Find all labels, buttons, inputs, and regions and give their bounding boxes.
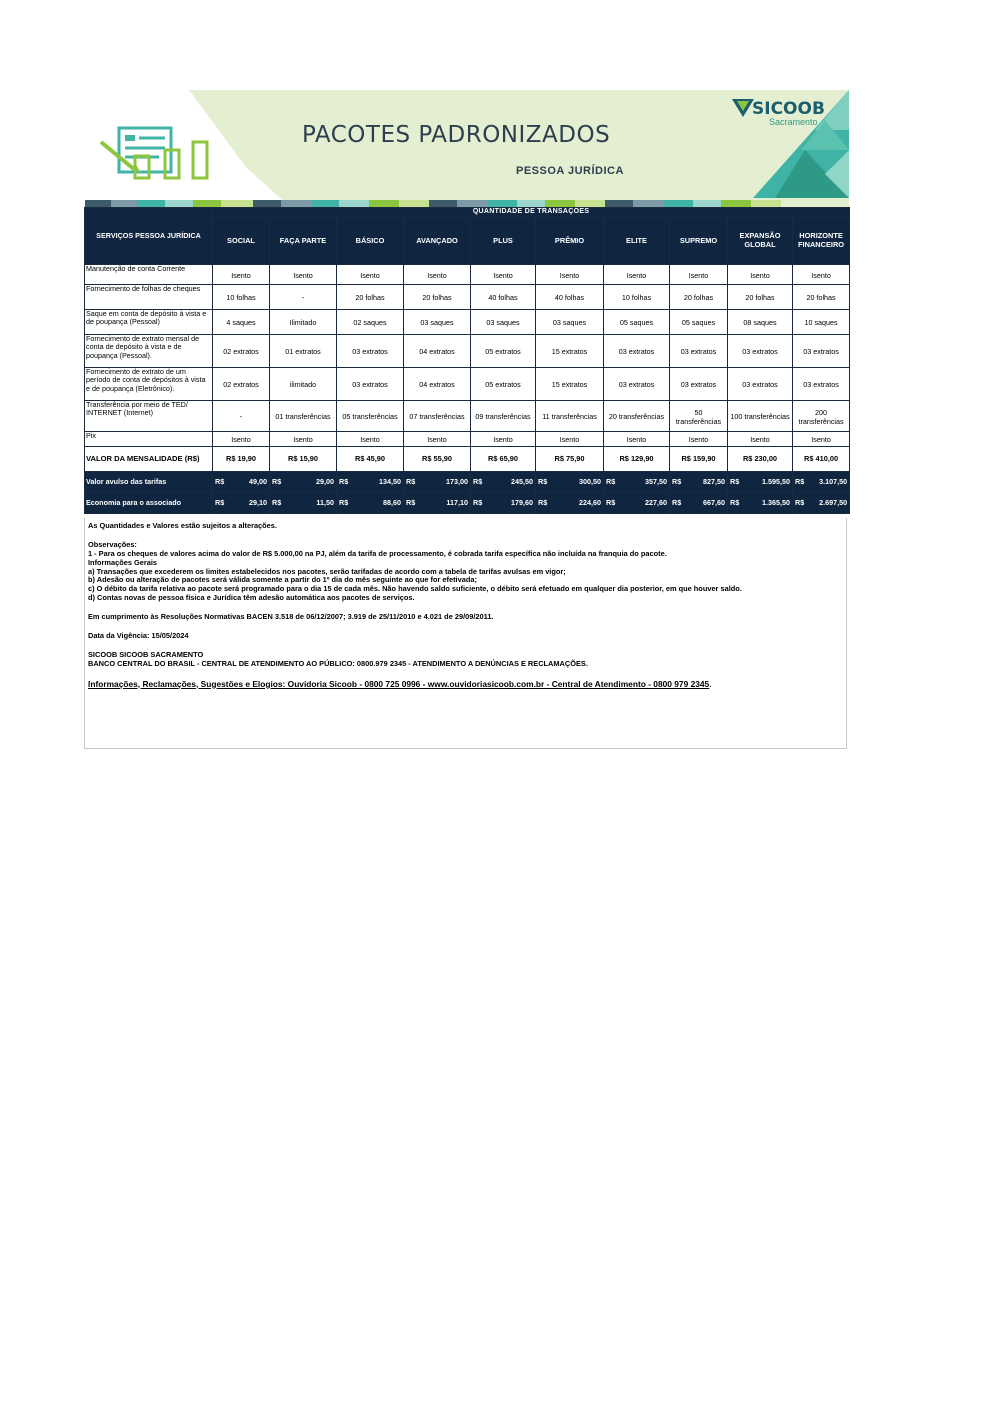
table-cell: ilimitado bbox=[270, 368, 337, 401]
amount: 29,00 bbox=[316, 476, 334, 486]
service-name: Transferência por meio de TED/ INTERNET (Internet) bbox=[85, 401, 213, 432]
table-cell: 10 folhas bbox=[213, 285, 270, 310]
compliance-text: Em cumprimento às Resoluções Normativas BACEN 3.518 de 06/12/2007; 3.919 de 25/11/2010 e 4.021 de 29/09/2011. bbox=[88, 612, 494, 621]
currency-symbol: R$ bbox=[795, 476, 805, 486]
table-cell: 11 transferências bbox=[536, 401, 604, 432]
table-cell: 03 extratos bbox=[337, 335, 404, 368]
monthly-fee-value: R$ 75,90 bbox=[536, 447, 604, 472]
table-cell: 02 extratos bbox=[213, 335, 270, 368]
separate-fees-row bbox=[85, 472, 850, 493]
note-item-c: c) O débito da tarifa relativa ao pacote será programado para o dia 15 de cada mês. Não havendo saldo suficiente, o débito será efetuado em qualquer dia posterior, em que houver saldo. bbox=[88, 584, 742, 594]
package-header: ELITE bbox=[604, 218, 670, 265]
amount: 88,60 bbox=[383, 497, 401, 507]
table-row bbox=[85, 368, 850, 401]
monthly-fee-value: R$ 15,90 bbox=[270, 447, 337, 472]
monthly-fee-row bbox=[85, 447, 850, 472]
quantity-header: QUANTIDADE DE TRANSAÇÕES bbox=[213, 208, 850, 218]
table-cell: 200 transferências bbox=[793, 401, 850, 432]
logo-name: SICOOB bbox=[752, 99, 825, 119]
currency-symbol: R$ bbox=[473, 497, 483, 507]
table-cell: 05 extratos bbox=[471, 335, 536, 368]
table-cell: 05 saques bbox=[670, 310, 728, 335]
table-cell: 03 saques bbox=[404, 310, 471, 335]
monthly-fee-label: VALOR DA MENSALIDADE (R$) bbox=[85, 447, 213, 472]
package-header: SUPREMO bbox=[670, 218, 728, 265]
amount: 2.697,50 bbox=[819, 497, 848, 507]
package-header: FAÇA PARTE bbox=[270, 218, 337, 265]
amount: 300,50 bbox=[579, 476, 601, 486]
table-body bbox=[85, 265, 850, 514]
table-cell: Isento bbox=[604, 432, 670, 447]
table-cell: Isento bbox=[670, 432, 728, 447]
table-row bbox=[85, 335, 850, 368]
currency-symbol: R$ bbox=[795, 497, 805, 507]
table-cell: Isento bbox=[793, 265, 850, 285]
monthly-fee-value: R$ 129,90 bbox=[604, 447, 670, 472]
table-cell: 03 saques bbox=[471, 310, 536, 335]
amount: 179,60 bbox=[511, 497, 533, 507]
table-cell: 05 extratos bbox=[471, 368, 536, 401]
savings-row bbox=[85, 493, 850, 514]
currency-symbol: R$ bbox=[606, 497, 616, 507]
table-cell: 03 extratos bbox=[728, 368, 793, 401]
currency-symbol: R$ bbox=[672, 497, 682, 507]
separate-fees-value bbox=[604, 472, 670, 493]
table-cell: 20 folhas bbox=[670, 285, 728, 310]
table-cell: 100 transferências bbox=[728, 401, 793, 432]
table-cell: Isento bbox=[404, 432, 471, 447]
savings-value bbox=[337, 493, 404, 514]
service-name: Saque em conta de depósito à vista e de poupança (Pessoal) bbox=[85, 310, 213, 335]
central-bank-info: BANCO CENTRAL DO BRASIL - CENTRAL DE ATENDIMENTO AO PÚBLICO: 0800.979 2345 - ATENDIMENTO A DENÚNCIAS E RECLAMAÇÕES. bbox=[88, 658, 588, 668]
table-cell: Isento bbox=[270, 432, 337, 447]
table-cell: Isento bbox=[471, 265, 536, 285]
amount: 173,00 bbox=[446, 476, 468, 486]
page-title: PACOTES PADRONIZADOS bbox=[302, 122, 611, 148]
table-cell: 03 extratos bbox=[670, 335, 728, 368]
package-header: PLUS bbox=[471, 218, 536, 265]
table-cell: 4 saques bbox=[213, 310, 270, 335]
table-cell: 02 saques bbox=[337, 310, 404, 335]
table-cell: Isento bbox=[793, 432, 850, 447]
table-row bbox=[85, 432, 850, 447]
table-cell: 40 folhas bbox=[536, 285, 604, 310]
note-item-b: b) Adesão ou alteração de pacotes será válida somente a partir do 1º dia do mês seguinte ao que for efetivada; bbox=[88, 575, 477, 585]
table-cell: 03 extratos bbox=[604, 368, 670, 401]
table-row bbox=[85, 401, 850, 432]
table-cell: 10 saques bbox=[793, 310, 850, 335]
table-cell: 03 extratos bbox=[793, 335, 850, 368]
currency-symbol: R$ bbox=[406, 497, 416, 507]
savings-label: Economia para o associado bbox=[85, 493, 213, 514]
table-cell: Isento bbox=[270, 265, 337, 285]
table-cell: 40 folhas bbox=[471, 285, 536, 310]
table-cell: Isento bbox=[604, 265, 670, 285]
currency-symbol: R$ bbox=[215, 497, 225, 507]
amount: 29,10 bbox=[249, 497, 267, 507]
service-column-header: SERVIÇOS PESSOA JURÍDICA bbox=[85, 208, 213, 265]
service-name: Manutenção de conta Corrente bbox=[85, 265, 213, 285]
currency-symbol: R$ bbox=[406, 476, 416, 486]
amount: 227,60 bbox=[645, 497, 667, 507]
savings-value bbox=[728, 493, 793, 514]
package-header: SOCIAL bbox=[213, 218, 270, 265]
savings-value bbox=[793, 493, 850, 514]
table-cell: Isento bbox=[536, 432, 604, 447]
table-cell: 05 saques bbox=[604, 310, 670, 335]
separate-fees-value bbox=[728, 472, 793, 493]
table-cell: 20 folhas bbox=[337, 285, 404, 310]
currency-symbol: R$ bbox=[272, 497, 282, 507]
table-cell: - bbox=[213, 401, 270, 432]
table-cell: Ilimitado bbox=[270, 310, 337, 335]
table-cell: 03 extratos bbox=[728, 335, 793, 368]
table-cell: 02 extratos bbox=[213, 368, 270, 401]
table-cell: Isento bbox=[404, 265, 471, 285]
table-cell: 15 extratos bbox=[536, 335, 604, 368]
table-cell: 01 transferências bbox=[270, 401, 337, 432]
table-cell: 07 transferências bbox=[404, 401, 471, 432]
amount: 1.365,50 bbox=[762, 497, 790, 507]
package-header: HORIZONTE FINANCEIRO bbox=[793, 218, 850, 265]
savings-value bbox=[604, 493, 670, 514]
amount: 245,50 bbox=[511, 476, 533, 486]
table-cell: Isento bbox=[213, 432, 270, 447]
monthly-fee-value: R$ 65,90 bbox=[471, 447, 536, 472]
savings-value bbox=[213, 493, 270, 514]
table-row bbox=[85, 310, 850, 335]
table-cell: Isento bbox=[728, 265, 793, 285]
table-cell: 01 extratos bbox=[270, 335, 337, 368]
table-cell: 04 extratos bbox=[404, 335, 471, 368]
service-name: Fornecimento de folhas de cheques bbox=[85, 285, 213, 310]
savings-value bbox=[471, 493, 536, 514]
currency-symbol: R$ bbox=[473, 476, 483, 486]
table-cell: 03 saques bbox=[536, 310, 604, 335]
disclaimer: As Quantidades e Valores estão sujeitos a alterações. bbox=[88, 521, 277, 530]
monthly-fee-value: R$ 159,90 bbox=[670, 447, 728, 472]
service-name: Fornecimento de extrato de um período de conta de depósitos à vista e de poupança (Eletrônico). bbox=[85, 368, 213, 401]
table-cell: Isento bbox=[536, 265, 604, 285]
table-cell: 10 folhas bbox=[604, 285, 670, 310]
table-cell: Isento bbox=[728, 432, 793, 447]
monthly-fee-value: R$ 45,90 bbox=[337, 447, 404, 472]
separate-fees-value bbox=[536, 472, 604, 493]
table-cell: Isento bbox=[337, 265, 404, 285]
table-cell: 20 folhas bbox=[404, 285, 471, 310]
ombudsman-link[interactable]: Informações, Reclamações, Sugestões e Elogios: Ouvidoria Sicoob - 0800 725 0996 - www.ouvidoriasicoob.com.br - Central de Atendimento - 0800 979 2345 bbox=[88, 678, 710, 689]
monthly-fee-value: R$ 410,00 bbox=[793, 447, 850, 472]
amount: 224,60 bbox=[579, 497, 601, 507]
separate-fees-label: Valor avulso das tarifas bbox=[85, 472, 213, 493]
currency-symbol: R$ bbox=[538, 497, 548, 507]
amount: 1.595,50 bbox=[762, 476, 790, 486]
table-cell: Isento bbox=[213, 265, 270, 285]
note-item-d: d) Contas novas de pessoa física e Jurídica têm adesão automática aos pacotes de serviços. bbox=[88, 593, 415, 603]
currency-symbol: R$ bbox=[339, 476, 349, 486]
package-header: PRÊMIO bbox=[536, 218, 604, 265]
currency-symbol: R$ bbox=[672, 476, 682, 486]
table-cell: 09 transferências bbox=[471, 401, 536, 432]
table-cell: 03 extratos bbox=[793, 368, 850, 401]
logo-sub: Sacramento bbox=[769, 117, 818, 127]
service-name: Fornecimento de extrato mensal de conta de depósito à vista e de poupança (Pessoal). bbox=[85, 335, 213, 368]
savings-value bbox=[670, 493, 728, 514]
package-header: BÁSICO bbox=[337, 218, 404, 265]
currency-symbol: R$ bbox=[339, 497, 349, 507]
observations-title: Observações: bbox=[88, 539, 137, 549]
amount: 357,50 bbox=[645, 476, 667, 486]
currency-symbol: R$ bbox=[730, 497, 740, 507]
separate-fees-value bbox=[213, 472, 270, 493]
savings-value bbox=[404, 493, 471, 514]
table-cell: 20 folhas bbox=[728, 285, 793, 310]
table-cell: 50 transferências bbox=[670, 401, 728, 432]
table-cell: Isento bbox=[670, 265, 728, 285]
amount: 667,60 bbox=[703, 497, 725, 507]
service-name: Pix bbox=[85, 432, 213, 447]
table-cell: 05 transferências bbox=[337, 401, 404, 432]
separate-fees-value bbox=[471, 472, 536, 493]
currency-symbol: R$ bbox=[538, 476, 548, 486]
cooperative-name: SICOOB SICOOB SACRAMENTO bbox=[88, 649, 204, 659]
separate-fees-value bbox=[670, 472, 728, 493]
package-header: EXPANSÃO GLOBAL bbox=[728, 218, 793, 265]
table-cell: - bbox=[270, 285, 337, 310]
table-cell: 04 extratos bbox=[404, 368, 471, 401]
amount: 827,50 bbox=[703, 476, 725, 486]
page-subtitle: PESSOA JURÍDICA bbox=[516, 165, 624, 177]
table-cell: Isento bbox=[471, 432, 536, 447]
savings-value bbox=[270, 493, 337, 514]
monthly-fee-value: R$ 230,00 bbox=[728, 447, 793, 472]
table-cell: 15 extratos bbox=[536, 368, 604, 401]
amount: 3.107,50 bbox=[819, 476, 848, 486]
monthly-fee-value: R$ 19,90 bbox=[213, 447, 270, 472]
amount: 117,10 bbox=[446, 497, 468, 507]
sicoob-logo-icon bbox=[732, 99, 754, 124]
table-cell: 03 extratos bbox=[337, 368, 404, 401]
table-cell: 20 folhas bbox=[793, 285, 850, 310]
separate-fees-value bbox=[270, 472, 337, 493]
separate-fees-value bbox=[337, 472, 404, 493]
amount: 49,00 bbox=[249, 476, 267, 486]
table-row bbox=[85, 285, 850, 310]
note-item-a: a) Transações que excederem os limites estabelecidos nos pacotes, serão tarifadas de acordo com a tabela de tarifas avulsas em vigor; bbox=[88, 566, 566, 576]
general-info-title: Informações Gerais bbox=[88, 557, 158, 567]
table-cell: 20 transferências bbox=[604, 401, 670, 432]
table-cell: 03 extratos bbox=[670, 368, 728, 401]
table-cell: Isento bbox=[337, 432, 404, 447]
savings-value bbox=[536, 493, 604, 514]
table-cell: 03 extratos bbox=[604, 335, 670, 368]
package-header: AVANÇADO bbox=[404, 218, 471, 265]
currency-symbol: R$ bbox=[730, 476, 740, 486]
table-row bbox=[85, 265, 850, 285]
ombudsman-end: . bbox=[709, 679, 712, 689]
amount: 11,50 bbox=[316, 497, 334, 507]
table-cell: 08 saques bbox=[728, 310, 793, 335]
currency-symbol: R$ bbox=[606, 476, 616, 486]
notes-section bbox=[84, 518, 847, 749]
currency-symbol: R$ bbox=[215, 476, 225, 486]
validity-date: Data da Vigência: 15/05/2024 bbox=[88, 630, 189, 640]
monthly-fee-value: R$ 55,90 bbox=[404, 447, 471, 472]
amount: 134,50 bbox=[379, 476, 401, 486]
currency-symbol: R$ bbox=[272, 476, 282, 486]
separate-fees-value bbox=[793, 472, 850, 493]
packages-table bbox=[84, 207, 850, 514]
observation-1: 1 - Para os cheques de valores acima do valor de R$ 5.000,00 na PJ, além da tarifa de processamento, é cobrada tarifa específica não incluída na franquia do pacote. bbox=[88, 548, 667, 558]
separate-fees-value bbox=[404, 472, 471, 493]
